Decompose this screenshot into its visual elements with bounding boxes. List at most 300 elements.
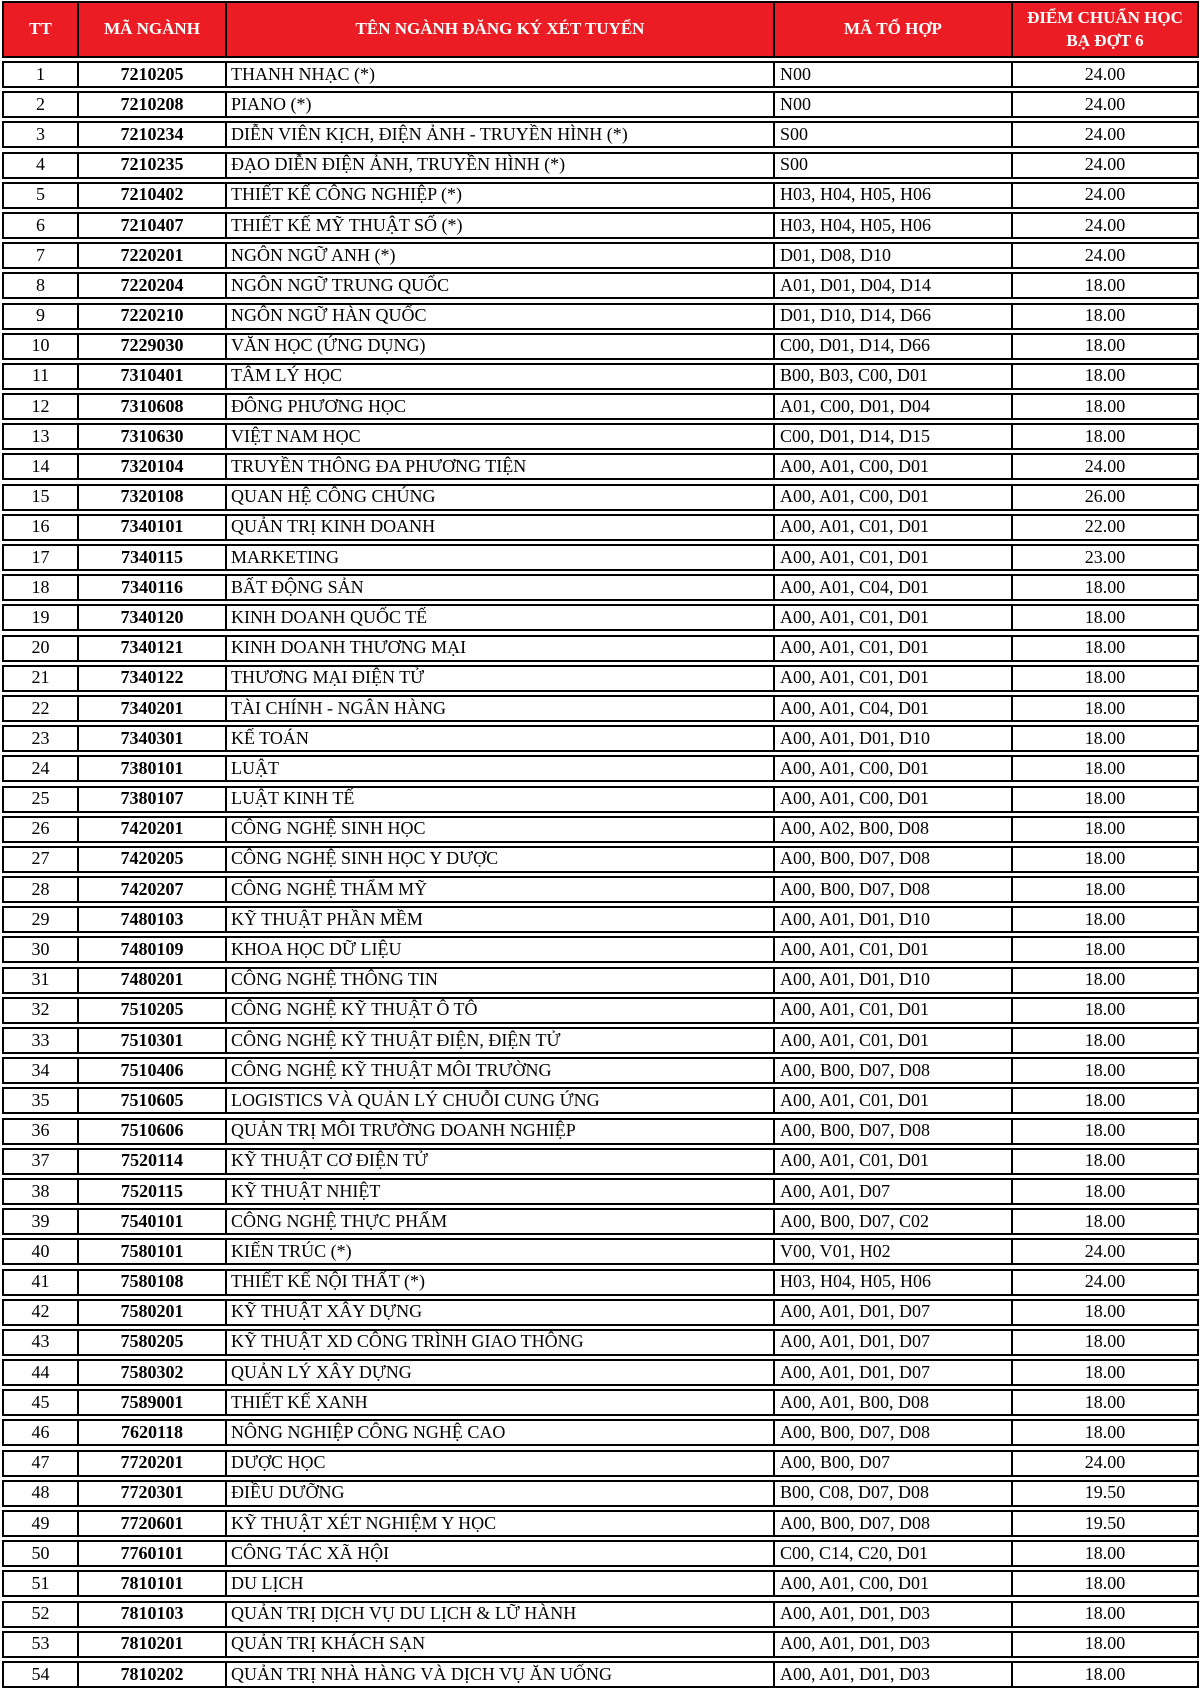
- cell-score: 18.00: [1011, 1391, 1197, 1414]
- cell-score: 24.00: [1011, 244, 1197, 267]
- cell-combo-codes: A00, A01, D01, D10: [773, 727, 1011, 750]
- cell-score: 19.50: [1011, 1482, 1197, 1505]
- cell-score: 24.00: [1011, 123, 1197, 146]
- cell-score: 18.00: [1011, 969, 1197, 992]
- table-row: [2, 755, 1199, 782]
- table-row: [2, 1359, 1199, 1386]
- cell-score: 18.00: [1011, 1421, 1197, 1444]
- cell-major-name: THIẾT KẾ CÔNG NGHIỆP (*): [225, 184, 773, 207]
- cell-combo-codes: A00, B00, D07, D08: [773, 878, 1011, 901]
- table-row: [2, 1329, 1199, 1356]
- cell-tt: 54: [31, 1663, 50, 1684]
- cell-combo-codes: A00, A01, D01, D10: [773, 969, 1011, 992]
- cell-tt: 27: [31, 848, 50, 869]
- cell-score: 18.00: [1011, 1210, 1197, 1233]
- cell-major-code: 7380107: [77, 788, 225, 811]
- cell-major-code: 7210208: [77, 93, 225, 116]
- cell-major-code: 7340122: [77, 667, 225, 690]
- cell-major-code: 7340201: [77, 697, 225, 720]
- cell-combo-codes: H03, H04, H05, H06: [773, 214, 1011, 237]
- cell-score: 18.00: [1011, 938, 1197, 961]
- cell-score: 18.00: [1011, 818, 1197, 841]
- cell-tt: 39: [31, 1210, 50, 1231]
- cell-major-name: TÀI CHÍNH - NGÂN HÀNG: [225, 697, 773, 720]
- cell-major-name: CÔNG NGHỆ THÔNG TIN: [225, 969, 773, 992]
- cell-major-name: KINH DOANH QUỐC TẾ: [225, 606, 773, 629]
- cell-score: 24.00: [1011, 1240, 1197, 1263]
- cell-combo-codes: A00, A01, C01, D01: [773, 667, 1011, 690]
- cell-combo-codes: A00, A01, C01, D01: [773, 606, 1011, 629]
- table-row: [2, 242, 1199, 269]
- cell-major-code: 7520114: [77, 1150, 225, 1173]
- cell-major-name: CÔNG NGHỆ SINH HỌC Y DƯỢC: [225, 848, 773, 871]
- cell-major-name: CÔNG NGHỆ KỸ THUẬT Ô TÔ: [225, 999, 773, 1022]
- cell-major-code: 7589001: [77, 1391, 225, 1414]
- table-row: [2, 1661, 1199, 1688]
- cell-major-code: 7540101: [77, 1210, 225, 1233]
- cell-major-name: CÔNG NGHỆ KỸ THUẬT ĐIỆN, ĐIỆN TỬ: [225, 1029, 773, 1052]
- table-row: [2, 1601, 1199, 1628]
- cell-tt: 4: [36, 154, 45, 175]
- cell-tt: 12: [31, 395, 50, 416]
- table-body: [2, 61, 1199, 1688]
- cell-major-name: CÔNG TÁC XÃ HỘI: [225, 1542, 773, 1565]
- cell-combo-codes: A00, A01, C01, D01: [773, 1029, 1011, 1052]
- cell-tt: 3: [36, 123, 45, 144]
- cell-tt: 25: [31, 788, 50, 809]
- cell-score: 18.00: [1011, 697, 1197, 720]
- cell-combo-codes: A00, A01, C01, D01: [773, 1150, 1011, 1173]
- cell-score: 18.00: [1011, 1663, 1197, 1686]
- cell-score: 18.00: [1011, 788, 1197, 811]
- header-major-code: MÃ NGÀNH: [77, 3, 225, 56]
- cell-major-code: 7340116: [77, 576, 225, 599]
- table-row: [2, 453, 1199, 480]
- cell-score: 18.00: [1011, 848, 1197, 871]
- header-tt: TT: [29, 19, 52, 39]
- cell-major-name: TRUYỀN THÔNG ĐA PHƯƠNG TIỆN: [225, 455, 773, 478]
- cell-major-code: 7320104: [77, 455, 225, 478]
- cell-major-name: DƯỢC HỌC: [225, 1452, 773, 1475]
- table-row: [2, 1238, 1199, 1265]
- cell-combo-codes: A00, B00, D07, D08: [773, 1421, 1011, 1444]
- cell-score: 18.00: [1011, 1059, 1197, 1082]
- cell-major-name: QUẢN TRỊ NHÀ HÀNG VÀ DỊCH VỤ ĂN UỐNG: [225, 1663, 773, 1686]
- table-row: [2, 514, 1199, 541]
- cell-combo-codes: A01, D01, D04, D14: [773, 274, 1011, 297]
- cell-tt: 23: [31, 727, 50, 748]
- table-row: [2, 484, 1199, 511]
- cell-score: 24.00: [1011, 1452, 1197, 1475]
- cell-combo-codes: A01, C00, D01, D04: [773, 395, 1011, 418]
- cell-combo-codes: A00, A01, C01, D01: [773, 637, 1011, 660]
- cell-score: 18.00: [1011, 1180, 1197, 1203]
- cell-score: 18.00: [1011, 1029, 1197, 1052]
- cell-combo-codes: A00, A01, D01, D03: [773, 1633, 1011, 1656]
- cell-score: 18.00: [1011, 365, 1197, 388]
- table-row: [2, 1510, 1199, 1537]
- table-row: [2, 1540, 1199, 1567]
- cell-major-name: CÔNG NGHỆ THỰC PHẨM: [225, 1210, 773, 1233]
- cell-major-name: TÂM LÝ HỌC: [225, 365, 773, 388]
- cell-tt: 33: [31, 1029, 50, 1050]
- cell-major-code: 7810202: [77, 1663, 225, 1686]
- cell-tt: 46: [31, 1422, 50, 1443]
- cell-major-name: LUẬT KINH TẾ: [225, 788, 773, 811]
- cell-major-code: 7340121: [77, 637, 225, 660]
- cell-combo-codes: A00, A01, C00, D01: [773, 788, 1011, 811]
- cell-tt: 15: [31, 486, 50, 507]
- header-combo-codes: MÃ TỔ HỢP: [773, 3, 1011, 56]
- cell-combo-codes: A00, B00, D07: [773, 1452, 1011, 1475]
- cell-major-code: 7229030: [77, 335, 225, 358]
- cell-score: 19.50: [1011, 1512, 1197, 1535]
- cell-tt: 6: [36, 214, 45, 235]
- table-row: [2, 1631, 1199, 1658]
- cell-combo-codes: A00, A01, C00, D01: [773, 486, 1011, 509]
- cell-combo-codes: C00, C14, C20, D01: [773, 1542, 1011, 1565]
- table-row: [2, 1570, 1199, 1597]
- cell-major-name: NGÔN NGỮ HÀN QUỐC: [225, 305, 773, 328]
- cell-major-name: QUẢN TRỊ DỊCH VỤ DU LỊCH & LỮ HÀNH: [225, 1603, 773, 1626]
- cell-tt: 50: [31, 1542, 50, 1563]
- cell-major-name: CÔNG NGHỆ KỸ THUẬT MÔI TRƯỜNG: [225, 1059, 773, 1082]
- table-row: [2, 1027, 1199, 1054]
- cell-combo-codes: A00, A01, C01, D01: [773, 999, 1011, 1022]
- table-row: [2, 876, 1199, 903]
- table-row: [2, 272, 1199, 299]
- cell-tt: 32: [31, 999, 50, 1020]
- cell-major-name: KỸ THUẬT PHẦN MỀM: [225, 908, 773, 931]
- cell-combo-codes: A00, A01, D01, D07: [773, 1331, 1011, 1354]
- cell-major-name: QUẢN LÝ XÂY DỰNG: [225, 1361, 773, 1384]
- cell-tt: 48: [31, 1482, 50, 1503]
- cell-combo-codes: A00, A01, C04, D01: [773, 576, 1011, 599]
- cell-major-code: 7720601: [77, 1512, 225, 1535]
- table-row: [2, 423, 1199, 450]
- table-row: [2, 695, 1199, 722]
- table-row: [2, 363, 1199, 390]
- cell-score: 18.00: [1011, 637, 1197, 660]
- cell-tt: 13: [31, 425, 50, 446]
- cell-major-code: 7310608: [77, 395, 225, 418]
- cell-major-code: 7580108: [77, 1271, 225, 1294]
- cell-tt: 9: [36, 305, 45, 326]
- cell-score: 18.00: [1011, 878, 1197, 901]
- cell-major-name: DIỄN VIÊN KỊCH, ĐIỆN ẢNH - TRUYỀN HÌNH (*): [225, 123, 773, 146]
- cell-score: 18.00: [1011, 576, 1197, 599]
- cell-combo-codes: A00, B00, D07, D08: [773, 1512, 1011, 1535]
- table-row: [2, 333, 1199, 360]
- cell-major-code: 7340101: [77, 516, 225, 539]
- cell-major-name: NGÔN NGỮ ANH (*): [225, 244, 773, 267]
- cell-combo-codes: A00, A01, C01, D01: [773, 938, 1011, 961]
- table-row: [2, 936, 1199, 963]
- cell-major-name: KỸ THUẬT CƠ ĐIỆN TỬ: [225, 1150, 773, 1173]
- cell-score: 18.00: [1011, 727, 1197, 750]
- cell-major-name: LOGISTICS VÀ QUẢN LÝ CHUỖI CUNG ỨNG: [225, 1089, 773, 1112]
- cell-major-code: 7340115: [77, 546, 225, 569]
- cell-major-name: NÔNG NGHIỆP CÔNG NGHỆ CAO: [225, 1421, 773, 1444]
- cell-score: 18.00: [1011, 1572, 1197, 1595]
- cell-score: 24.00: [1011, 63, 1197, 86]
- table-row: [2, 997, 1199, 1024]
- table-row: [2, 1419, 1199, 1446]
- cell-score: 18.00: [1011, 425, 1197, 448]
- cell-tt: 36: [31, 1120, 50, 1141]
- cell-tt: 42: [31, 1301, 50, 1322]
- cell-major-name: ĐIỀU DƯỠNG: [225, 1482, 773, 1505]
- table-row: [2, 665, 1199, 692]
- cell-combo-codes: B00, B03, C00, D01: [773, 365, 1011, 388]
- cell-score: 18.00: [1011, 1089, 1197, 1112]
- cell-major-code: 7210205: [77, 63, 225, 86]
- cell-tt: 31: [31, 969, 50, 990]
- cell-major-name: THANH NHẠC (*): [225, 63, 773, 86]
- admission-score-table: [2, 1, 1199, 1688]
- cell-tt: 35: [31, 1089, 50, 1110]
- cell-major-name: MARKETING: [225, 546, 773, 569]
- table-row: [2, 1057, 1199, 1084]
- cell-tt: 43: [31, 1331, 50, 1352]
- cell-tt: 20: [31, 637, 50, 658]
- cell-combo-codes: A00, A01, D01, D07: [773, 1361, 1011, 1384]
- cell-major-code: 7210407: [77, 214, 225, 237]
- table-row: [2, 1087, 1199, 1114]
- cell-score: 18.00: [1011, 999, 1197, 1022]
- cell-major-code: 7580302: [77, 1361, 225, 1384]
- cell-tt: 21: [31, 667, 50, 688]
- cell-score: 18.00: [1011, 1361, 1197, 1384]
- table-row: [2, 1299, 1199, 1326]
- table-row: [2, 1389, 1199, 1416]
- table-row: [2, 725, 1199, 752]
- cell-combo-codes: D01, D10, D14, D66: [773, 305, 1011, 328]
- cell-score: 18.00: [1011, 395, 1197, 418]
- cell-score: 18.00: [1011, 1331, 1197, 1354]
- cell-tt: 29: [31, 908, 50, 929]
- cell-score: 18.00: [1011, 757, 1197, 780]
- cell-major-name: ĐÔNG PHƯƠNG HỌC: [225, 395, 773, 418]
- cell-major-name: KINH DOANH THƯƠNG MẠI: [225, 637, 773, 660]
- cell-major-code: 7510605: [77, 1089, 225, 1112]
- cell-tt: 22: [31, 697, 50, 718]
- cell-combo-codes: H03, H04, H05, H06: [773, 184, 1011, 207]
- cell-major-code: 7810201: [77, 1633, 225, 1656]
- cell-score: 24.00: [1011, 214, 1197, 237]
- cell-score: 18.00: [1011, 1603, 1197, 1626]
- cell-combo-codes: A00, A01, B00, D08: [773, 1391, 1011, 1414]
- cell-major-name: CÔNG NGHỆ THẨM MỸ: [225, 878, 773, 901]
- cell-score: 26.00: [1011, 486, 1197, 509]
- cell-major-code: 7340301: [77, 727, 225, 750]
- table-row: [2, 1208, 1199, 1235]
- cell-major-name: QUẢN TRỊ MÔI TRƯỜNG DOANH NGHIỆP: [225, 1120, 773, 1143]
- cell-score: 18.00: [1011, 1120, 1197, 1143]
- cell-score: 18.00: [1011, 667, 1197, 690]
- cell-combo-codes: A00, A01, C00, D01: [773, 455, 1011, 478]
- cell-major-code: 7620118: [77, 1421, 225, 1444]
- cell-major-code: 7810103: [77, 1603, 225, 1626]
- cell-major-code: 7480103: [77, 908, 225, 931]
- cell-major-name: KỸ THUẬT XD CÔNG TRÌNH GIAO THÔNG: [225, 1331, 773, 1354]
- cell-combo-codes: A00, A01, D01, D03: [773, 1603, 1011, 1626]
- cell-major-code: 7420201: [77, 818, 225, 841]
- table-row: [2, 786, 1199, 813]
- cell-score: 18.00: [1011, 274, 1197, 297]
- cell-major-code: 7760101: [77, 1542, 225, 1565]
- cell-major-code: 7380101: [77, 757, 225, 780]
- cell-score: 18.00: [1011, 1150, 1197, 1173]
- cell-combo-codes: V00, V01, H02: [773, 1240, 1011, 1263]
- cell-score: 24.00: [1011, 1271, 1197, 1294]
- cell-major-name: DU LỊCH: [225, 1572, 773, 1595]
- table-row: [2, 61, 1199, 88]
- cell-tt: 49: [31, 1512, 50, 1533]
- cell-tt: 8: [36, 274, 45, 295]
- cell-major-name: QUẢN TRỊ KHÁCH SẠN: [225, 1633, 773, 1656]
- cell-major-code: 7580205: [77, 1331, 225, 1354]
- cell-major-code: 7480201: [77, 969, 225, 992]
- table-row: [2, 906, 1199, 933]
- cell-score: 18.00: [1011, 305, 1197, 328]
- cell-score: 23.00: [1011, 546, 1197, 569]
- table-row: [2, 574, 1199, 601]
- cell-major-name: KẾ TOÁN: [225, 727, 773, 750]
- cell-combo-codes: S00: [773, 154, 1011, 177]
- cell-tt: 7: [36, 244, 45, 265]
- cell-major-code: 7720201: [77, 1452, 225, 1475]
- cell-score: 24.00: [1011, 184, 1197, 207]
- cell-tt: 1: [36, 63, 45, 84]
- cell-combo-codes: A00, A01, D07: [773, 1180, 1011, 1203]
- cell-tt: 11: [31, 365, 50, 386]
- cell-major-name: THIẾT KẾ XANH: [225, 1391, 773, 1414]
- cell-combo-codes: A00, A01, C00, D01: [773, 757, 1011, 780]
- cell-combo-codes: A00, A02, B00, D08: [773, 818, 1011, 841]
- cell-tt: 41: [31, 1271, 50, 1292]
- cell-combo-codes: B00, C08, D07, D08: [773, 1482, 1011, 1505]
- cell-combo-codes: C00, D01, D14, D15: [773, 425, 1011, 448]
- cell-major-name: NGÔN NGỮ TRUNG QUỐC: [225, 274, 773, 297]
- table-row: [2, 967, 1199, 994]
- cell-major-code: 7220201: [77, 244, 225, 267]
- cell-major-name: QUẢN TRỊ KINH DOANH: [225, 516, 773, 539]
- table-row: [2, 393, 1199, 420]
- cell-tt: 10: [31, 335, 50, 356]
- cell-major-name: KHOA HỌC DỮ LIỆU: [225, 938, 773, 961]
- cell-combo-codes: C00, D01, D14, D66: [773, 335, 1011, 358]
- table-row: [2, 303, 1199, 330]
- cell-score: 22.00: [1011, 516, 1197, 539]
- cell-tt: 14: [31, 456, 50, 477]
- cell-combo-codes: A00, B00, D07, D08: [773, 1059, 1011, 1082]
- cell-combo-codes: A00, B00, D07, C02: [773, 1210, 1011, 1233]
- table-row: [2, 1480, 1199, 1507]
- table-row: [2, 121, 1199, 148]
- cell-major-code: 7810101: [77, 1572, 225, 1595]
- header-benchmark-score: ĐIỂM CHUẨN HỌC BẠ ĐỢT 6: [1011, 3, 1197, 56]
- cell-combo-codes: A00, A01, D01, D10: [773, 908, 1011, 931]
- table-row: [2, 544, 1199, 571]
- cell-combo-codes: A00, B00, D07, D08: [773, 1120, 1011, 1143]
- header-major-name: TÊN NGÀNH ĐĂNG KÝ XÉT TUYỂN: [225, 3, 773, 56]
- cell-tt: 45: [31, 1391, 50, 1412]
- cell-combo-codes: D01, D08, D10: [773, 244, 1011, 267]
- cell-tt: 24: [31, 757, 50, 778]
- cell-score: 24.00: [1011, 93, 1197, 116]
- cell-combo-codes: H03, H04, H05, H06: [773, 1271, 1011, 1294]
- table-row: [2, 846, 1199, 873]
- cell-major-code: 7510205: [77, 999, 225, 1022]
- cell-major-code: 7340120: [77, 606, 225, 629]
- cell-combo-codes: A00, A01, C01, D01: [773, 516, 1011, 539]
- cell-tt: 52: [31, 1603, 50, 1624]
- cell-score: 18.00: [1011, 335, 1197, 358]
- cell-tt: 47: [31, 1452, 50, 1473]
- cell-combo-codes: A00, A01, C01, D01: [773, 1089, 1011, 1112]
- cell-tt: 17: [31, 546, 50, 567]
- cell-tt: 38: [31, 1180, 50, 1201]
- cell-tt: 30: [31, 939, 50, 960]
- cell-combo-codes: N00: [773, 93, 1011, 116]
- cell-combo-codes: A00, A01, D01, D07: [773, 1301, 1011, 1324]
- table-row: [2, 152, 1199, 179]
- cell-major-name: ĐẠO DIỄN ĐIỆN ẢNH, TRUYỀN HÌNH (*): [225, 154, 773, 177]
- cell-combo-codes: A00, A01, C00, D01: [773, 1572, 1011, 1595]
- cell-major-code: 7580201: [77, 1301, 225, 1324]
- cell-score: 24.00: [1011, 154, 1197, 177]
- cell-combo-codes: A00, A01, D01, D03: [773, 1663, 1011, 1686]
- table-row: [2, 1178, 1199, 1205]
- cell-tt: 26: [31, 818, 50, 839]
- table-row: [2, 816, 1199, 843]
- cell-major-code: 7210234: [77, 123, 225, 146]
- table-row: [2, 1269, 1199, 1296]
- cell-major-code: 7510301: [77, 1029, 225, 1052]
- cell-tt: 18: [31, 576, 50, 597]
- cell-major-code: 7520115: [77, 1180, 225, 1203]
- table-header-row: [2, 1, 1199, 58]
- cell-combo-codes: N00: [773, 63, 1011, 86]
- cell-tt: 19: [31, 606, 50, 627]
- cell-score: 18.00: [1011, 606, 1197, 629]
- cell-major-name: THƯƠNG MẠI ĐIỆN TỬ: [225, 667, 773, 690]
- cell-combo-codes: A00, A01, C04, D01: [773, 697, 1011, 720]
- cell-tt: 37: [31, 1150, 50, 1171]
- cell-major-name: KỸ THUẬT XÉT NGHIỆM Y HỌC: [225, 1512, 773, 1535]
- cell-tt: 44: [31, 1361, 50, 1382]
- cell-major-code: 7310630: [77, 425, 225, 448]
- table-row: [2, 1148, 1199, 1175]
- cell-tt: 34: [31, 1059, 50, 1080]
- cell-major-code: 7420207: [77, 878, 225, 901]
- cell-major-code: 7580101: [77, 1240, 225, 1263]
- cell-major-code: 7210235: [77, 154, 225, 177]
- cell-major-name: KỸ THUẬT XÂY DỰNG: [225, 1301, 773, 1324]
- cell-major-name: THIẾT KẾ NỘI THẤT (*): [225, 1271, 773, 1294]
- table-row: [2, 1450, 1199, 1477]
- table-row: [2, 91, 1199, 118]
- cell-tt: 2: [36, 93, 45, 114]
- cell-major-code: 7220210: [77, 305, 225, 328]
- table-row: [2, 182, 1199, 209]
- cell-major-code: 7310401: [77, 365, 225, 388]
- cell-major-code: 7420205: [77, 848, 225, 871]
- cell-tt: 5: [36, 184, 45, 205]
- cell-tt: 28: [31, 878, 50, 899]
- cell-tt: 51: [31, 1572, 50, 1593]
